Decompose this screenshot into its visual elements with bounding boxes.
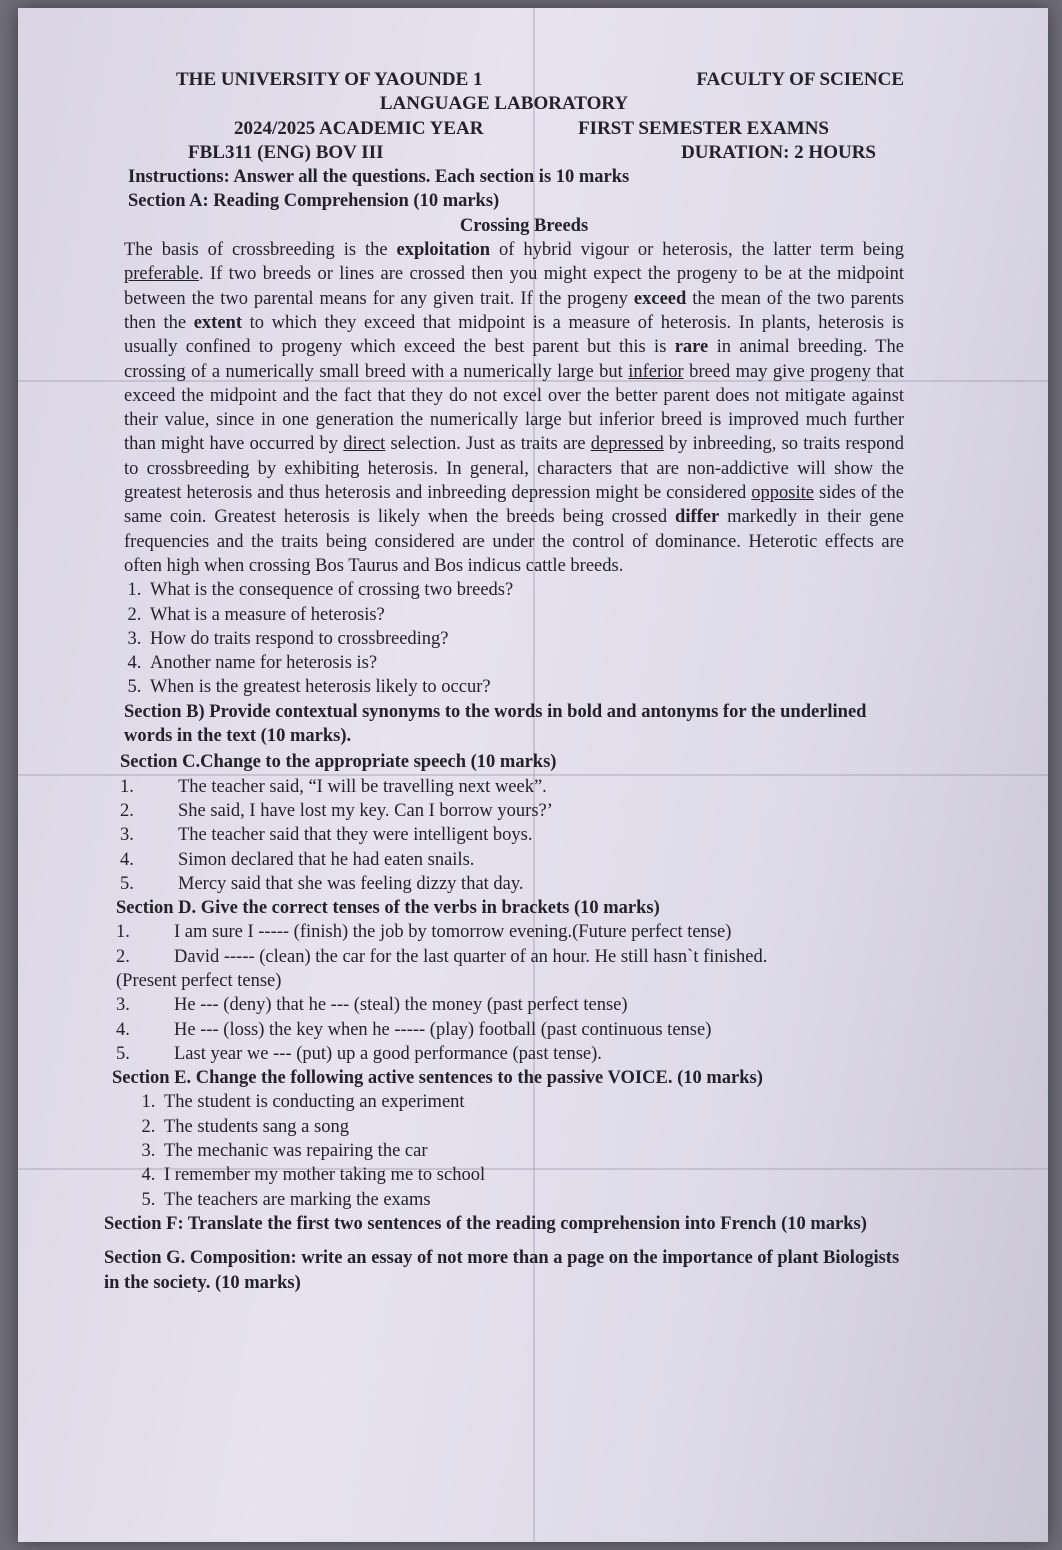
- passage-segment: The basis of crossbreeding is the: [124, 240, 397, 261]
- passage-segment: selection. Just as traits are: [385, 434, 591, 455]
- academic-year: 2024/2025 ACADEMIC YEAR: [234, 117, 484, 139]
- passage-segment: the mean of the two parents then the: [124, 288, 904, 333]
- passage-segment: markedly in their gene frequencies and the traits being considered are under the control of dominance. Heterotic effects are often high when crossing Bos Taurus and Bos indicus cattle breeds.: [124, 507, 904, 576]
- passage-segment: sides of the same coin. Greatest heterosis is likely when the breeds being crossed: [124, 483, 905, 528]
- section-c-item: [120, 823, 904, 847]
- exam-content: [104, 68, 904, 1295]
- section-c-item: [120, 848, 904, 872]
- item-text: I am sure I ----- (finish) the job by tomorrow evening.(Future perfect tense): [174, 922, 732, 943]
- bold-word: exploitation: [396, 240, 491, 261]
- section-c-item: [120, 799, 904, 823]
- item-number: 4.: [116, 1019, 130, 1040]
- section-d-items: [104, 920, 904, 1066]
- course-code: FBL311 (ENG) BOV III: [188, 141, 384, 163]
- item-text: The teacher said, “I will be travelling next week”.: [178, 776, 547, 797]
- section-c-item: [120, 872, 904, 896]
- passage-text: [104, 238, 904, 578]
- underlined-word: inferior: [628, 361, 684, 382]
- header-row-3: [104, 117, 904, 141]
- passage-segment: of hybrid vigour or heterosis, the latter term being: [490, 240, 905, 261]
- passage-segment: breed may give progeny that exceed the midpoint and the fact that they do not excel over the better parent does not mitigate against their value, since in one generation the numerically large but inferior breed is improved much further than might have occurred by: [124, 361, 904, 455]
- section-d-item: [116, 945, 904, 969]
- item-number: 5.: [116, 1043, 130, 1064]
- section-d-item-continuation: (Present perfect tense): [116, 970, 282, 991]
- section-c-item: [120, 775, 904, 799]
- question-item: 3. How do traits respond to crossbreeding?: [146, 627, 904, 651]
- section-g-title: Section G. Composition: write an essay of not more than a page on the importance of plant Biologists in the society. (10 marks): [104, 1248, 900, 1293]
- section-e-title: Section E. Change the following active sentences to the passive VOICE. (10 marks): [112, 1068, 763, 1089]
- section-d-item: [116, 920, 904, 944]
- question-item: 2. What is a measure of heterosis?: [146, 603, 904, 627]
- bold-word: extent: [193, 312, 242, 333]
- section-d-title: Section D. Give the correct tenses of the verbs in brackets (10 marks): [116, 898, 660, 919]
- item-number: 5.: [120, 873, 134, 894]
- item-number: 2.: [120, 800, 134, 821]
- section-a-title: Section A: Reading Comprehension (10 marks): [128, 191, 500, 212]
- section-a-questions: [104, 578, 904, 699]
- item-text: David ----- (clean) the car for the last quarter of an hour. He still hasn`t finished.: [174, 946, 768, 967]
- item-text: He --- (deny) that he --- (steal) the money (past perfect tense): [174, 995, 628, 1016]
- question-item: 5. When is the greatest heterosis likely to occur?: [146, 675, 904, 699]
- item-number: 1.: [116, 922, 130, 943]
- section-d-item: [116, 1018, 904, 1042]
- section-c-items: [104, 775, 904, 896]
- section-e-item: 2. The students sang a song: [160, 1115, 904, 1139]
- section-e-item: 3. The mechanic was repairing the car: [160, 1139, 904, 1163]
- item-text: She said, I have lost my key. Can I borrow yours?’: [178, 800, 553, 821]
- section-f-title: Section F: Translate the first two sentences of the reading comprehension into French (10 marks): [104, 1213, 867, 1234]
- item-number: 3.: [116, 995, 130, 1016]
- item-number: 2.: [116, 946, 130, 967]
- question-item: 1. What is the consequence of crossing two breeds?: [146, 578, 904, 602]
- section-e-item: 1. The student is conducting an experiment: [160, 1090, 904, 1114]
- section-b-title: Section B) Provide contextual synonyms to the words in bold and antonyms for the underlined words in the text (10 marks).: [124, 701, 867, 747]
- item-number: 1.: [120, 776, 134, 797]
- lab-name: LANGUAGE LABORATORY: [379, 93, 629, 115]
- item-text: He --- (loss) the key when he ----- (play) football (past continuous tense): [174, 1019, 712, 1040]
- underlined-word: preferable: [124, 264, 199, 285]
- header-row-4: [104, 141, 904, 165]
- item-number: 4.: [120, 849, 134, 870]
- underlined-word: direct: [343, 434, 386, 455]
- bold-word: exceed: [633, 288, 687, 309]
- passage-segment: in animal breeding. The crossing of a numerically small breed with a numerically large but: [124, 337, 904, 382]
- item-text: Simon declared that he had eaten snails.: [178, 849, 475, 870]
- university-name: THE UNIVERSITY OF YAOUNDE 1: [176, 69, 483, 90]
- item-text: Last year we --- (put) up a good performance (past tense).: [174, 1043, 602, 1064]
- section-d-item: [116, 993, 904, 1017]
- bold-word: rare: [674, 337, 709, 358]
- section-e-item: 4. I remember my mother taking me to school: [160, 1163, 904, 1187]
- passage-segment: . If two breeds or lines are crossed then you might expect the progeny to be at the midpoint between the two parental means for any given trait. If the progeny: [124, 264, 904, 309]
- underlined-word: depressed: [590, 434, 664, 455]
- passage-segment: to which they exceed that midpoint is a measure of heterosis. In plants, heterosis is usually confined to progeny which exceed the best parent but this is: [124, 312, 905, 358]
- bold-word: differ: [675, 507, 720, 528]
- passage-title: Crossing Breeds: [459, 215, 589, 236]
- exam-name: FIRST SEMESTER EXAMNS: [578, 117, 829, 139]
- question-item: 4. Another name for heterosis is?: [146, 651, 904, 675]
- section-d-item: [116, 1042, 904, 1066]
- underlined-word: opposite: [751, 483, 814, 504]
- duration: DURATION: 2 HOURS: [681, 141, 876, 163]
- instructions: Instructions: Answer all the questions. Each section is 10 marks: [128, 167, 630, 188]
- section-c-title: Section C.Change to the appropriate speech (10 marks): [120, 752, 557, 773]
- section-e-items: [104, 1090, 904, 1211]
- faculty-name: FACULTY OF SCIENCE: [696, 69, 904, 90]
- item-text: Mercy said that she was feeling dizzy that day.: [178, 873, 524, 894]
- item-text: The teacher said that they were intelligent boys.: [178, 825, 533, 846]
- header-row-1: [104, 68, 904, 92]
- item-number: 3.: [120, 825, 134, 846]
- section-e-item: 5. The teachers are marking the exams: [160, 1188, 904, 1212]
- passage-segment: by inbreeding, so traits respond to crossbreeding by exhibiting heterosis. In general, characters that are non-addictive will show the greatest heterosis and thus heterosis and inbreeding depression might be considered: [124, 434, 905, 504]
